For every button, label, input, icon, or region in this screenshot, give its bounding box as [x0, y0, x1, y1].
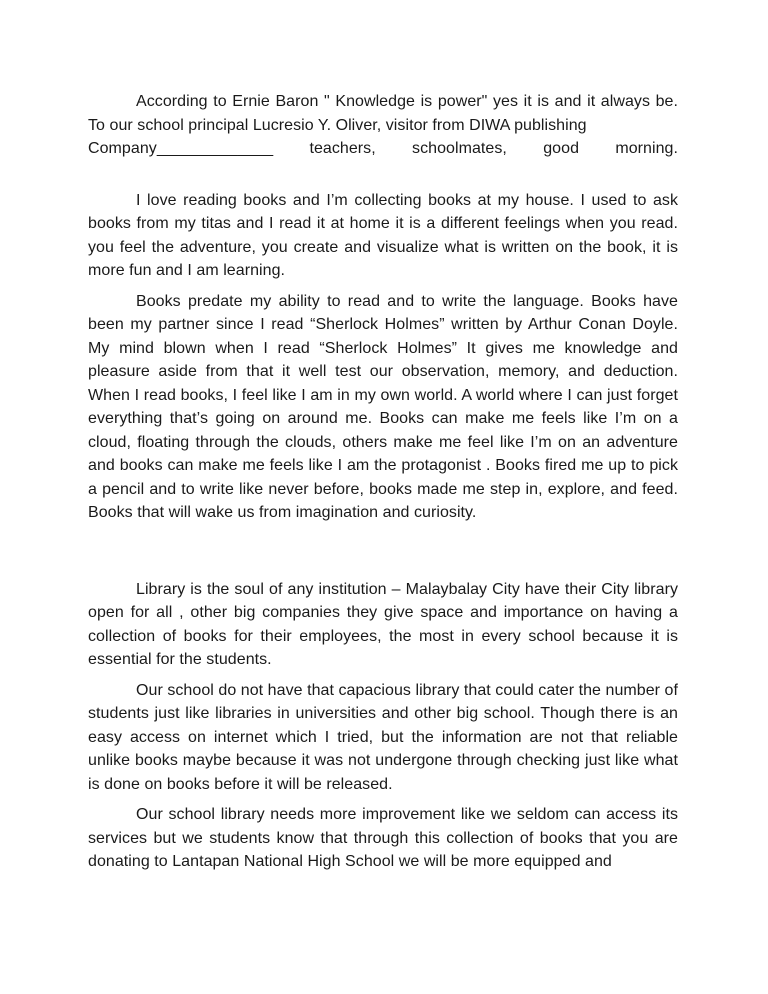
paragraph-books-predate: Books predate my ability to read and to write the language. Books have been my partner since I read “Sherlock Holmes” written by Arthur Conan Doyle. My mind blown when I read “Sherlock Holmes” It gives me knowledge and pleasure aside from that it well test our observation, memory, and deduction. When I read books, I feel like I am in my own world. A world where I can just forget everything that’s going on around me. Books can make me feels like I’m on a cloud, floating through the clouds, others make me feel like I’m on an adventure and books can make me feels like I am the protagonist . Books fired me up to pick a pencil and to write like never before, books made me step in, explore, and feed. Books that will wake us from imagination and curiosity.	[88, 292, 678, 521]
paragraph-opening-last-line	[88, 137, 678, 161]
word-schoolmates: schoolmates,	[412, 140, 507, 157]
paragraph-our-school: Our school do not have that capacious library that could cater the number of students just like libraries in universities and other big school. Though there is an easy access on internet which I tried, but the information are not that reliable unlike books maybe because it was not undergone through checking just like what is done on books before it will be released.	[88, 681, 678, 793]
word-teachers: teachers,	[309, 140, 376, 157]
paragraph-improvement: Our school library needs more improvement like we seldom can access its services but we students know that through this collection of books that you are donating to Lantapan National High School we will be more equipped and	[88, 806, 678, 870]
paragraph-library-soul: Library is the soul of any institution – Malaybalay City have their City library open for all , other big companies they give space and importance on having a collection of books for their employees, the most in every school because it is essential for the students.	[88, 580, 678, 668]
word-company-blank: Company_____________	[88, 140, 274, 157]
word-good: good	[543, 140, 580, 157]
paragraph-love-reading: I love reading books and I’m collecting books at my house. I used to ask books from my titas and I read it at home it is a different feelings when you read. you feel the adventure, you create and visualize what is written on the book, it is more fun and I am learning.	[88, 191, 678, 279]
paragraph-opening-text: According to Ernie Baron " Knowledge is power" yes it is and it always be. To our school principal Lucresio Y. Oliver, visitor from DIWA publishing	[88, 93, 678, 134]
paragraph-opening	[88, 90, 678, 161]
word-morning: morning.	[615, 140, 678, 157]
document-page	[88, 90, 678, 874]
